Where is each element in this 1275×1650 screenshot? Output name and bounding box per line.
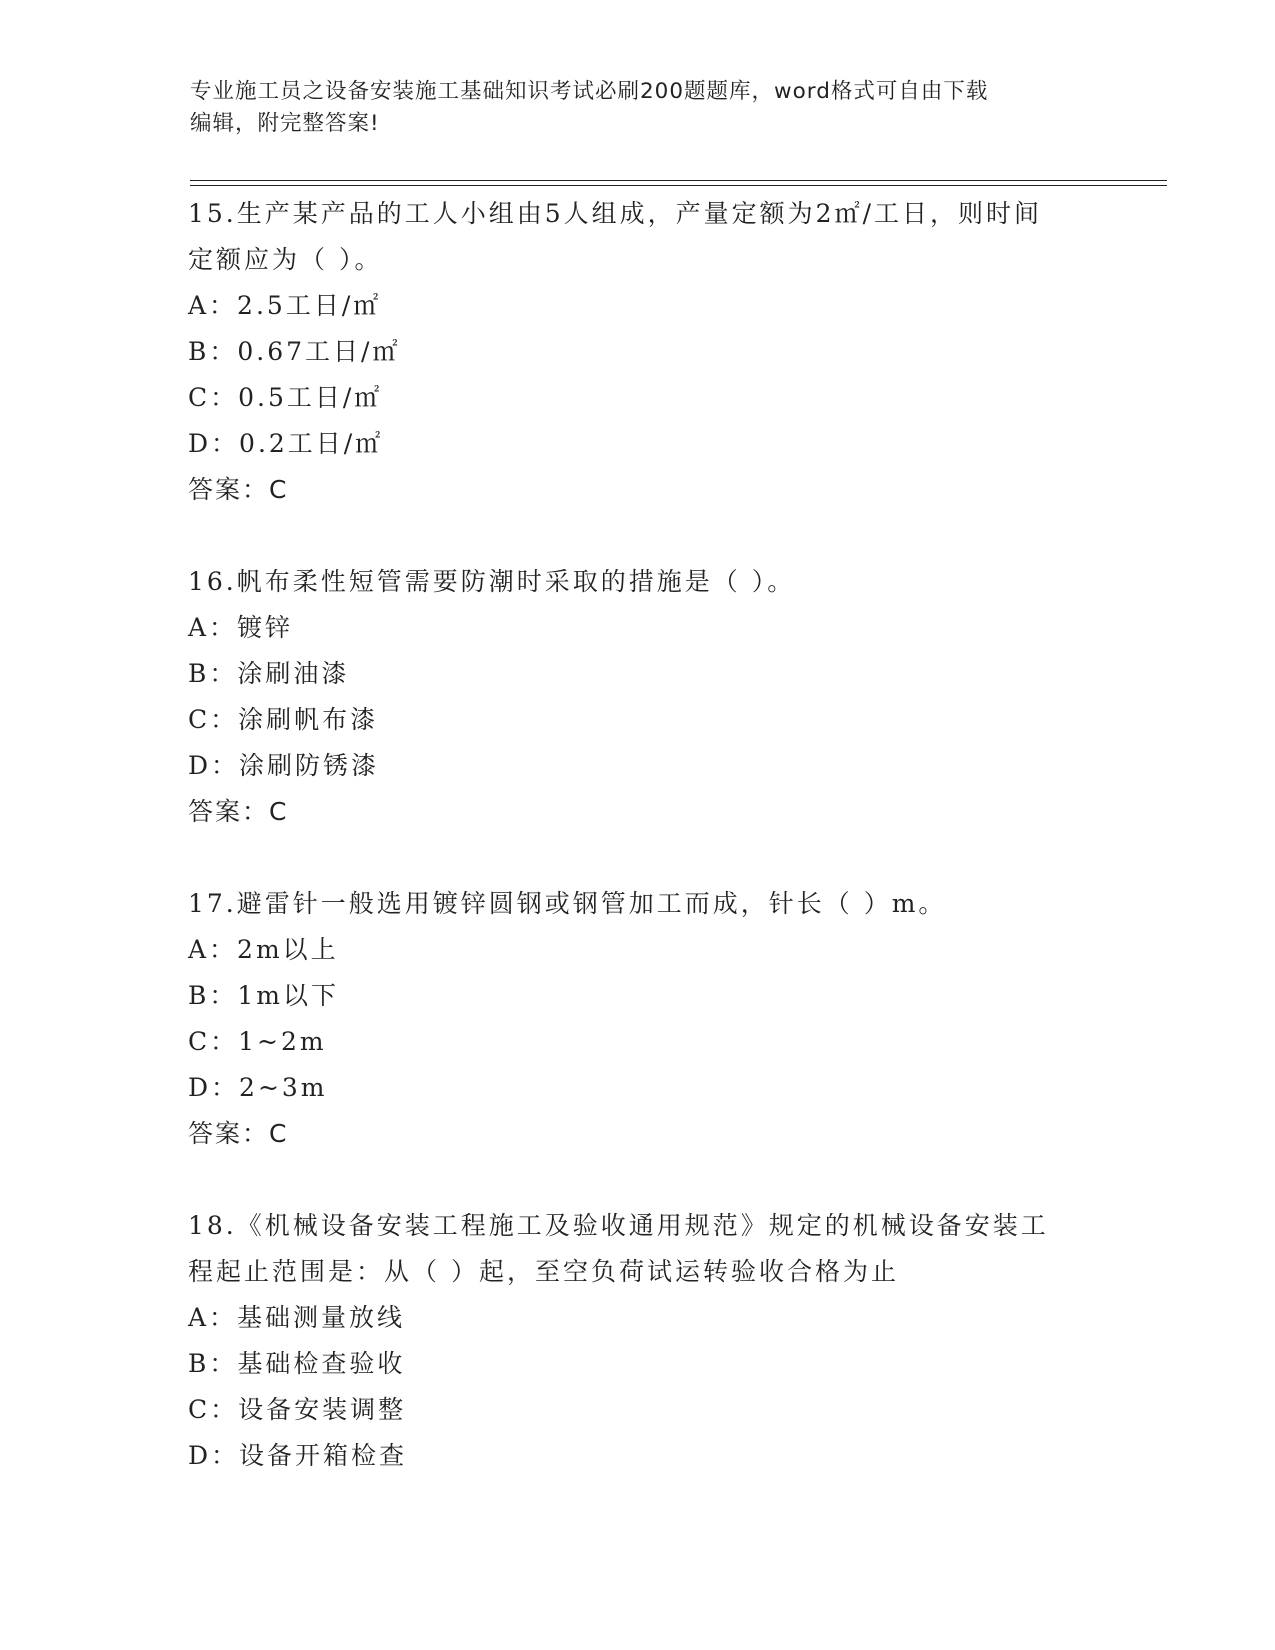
header-line-1: 专业施工员之设备安装施工基础知识考试必刷200题题库，word格式可自由下载: [190, 79, 989, 104]
header-divider-bottom: [190, 185, 1167, 186]
answer: 答案：C: [188, 1119, 289, 1148]
document-header: [190, 76, 1070, 140]
answer: 答案：C: [188, 475, 289, 504]
spacer: [188, 1157, 1088, 1203]
question-text: 17.避雷针一般选用镀锌圆钢或钢管加工而成，针长（ ）m。: [188, 889, 947, 918]
option-d: D：涂刷防锈漆: [188, 751, 380, 780]
question-text: 18.《机械设备安装工程施工及验收通用规范》规定的机械设备安装工: [188, 1211, 1049, 1240]
answer: 答案：C: [188, 797, 289, 826]
question-text: 16.帆布柔性短管需要防潮时采取的措施是（ ）。: [188, 567, 796, 596]
question-text: 15.生产某产品的工人小组由5人组成，产量定额为2㎡/工日，则时间: [188, 199, 1042, 228]
header-line-2: 编辑，附完整答案!: [190, 111, 380, 136]
option-a: A：镀锌: [188, 613, 294, 642]
option-c: C：1~2m: [188, 1027, 327, 1056]
option-c: C：设备安装调整: [188, 1395, 407, 1424]
question-16: [188, 559, 1088, 835]
question-15: [188, 191, 1088, 513]
option-d: D：设备开箱检查: [188, 1441, 408, 1470]
option-b: B：0.67工日/㎡: [188, 337, 401, 366]
option-d: D：0.2工日/㎡: [188, 429, 384, 458]
option-d: D：2~3m: [188, 1073, 328, 1102]
spacer: [188, 513, 1088, 559]
option-a: A：2m以上: [188, 935, 339, 964]
option-a: A：2.5工日/㎡: [188, 291, 382, 320]
question-17: [188, 881, 1088, 1157]
question-18: [188, 1203, 1088, 1479]
question-text-continued: 程起止范围是：从（ ）起，至空负荷试运转验收合格为止: [188, 1257, 899, 1286]
header-divider-top: [190, 180, 1167, 181]
option-a: A：基础测量放线: [188, 1303, 406, 1332]
option-b: B：基础检查验收: [188, 1349, 406, 1378]
option-c: C：0.5工日/㎡: [188, 383, 383, 412]
option-c: C：涂刷帆布漆: [188, 705, 379, 734]
spacer: [188, 835, 1088, 881]
option-b: B：涂刷油漆: [188, 659, 350, 688]
question-text-continued: 定额应为（ ）。: [188, 245, 383, 274]
option-b: B：1m以下: [188, 981, 339, 1010]
question-list: [188, 191, 1088, 1479]
